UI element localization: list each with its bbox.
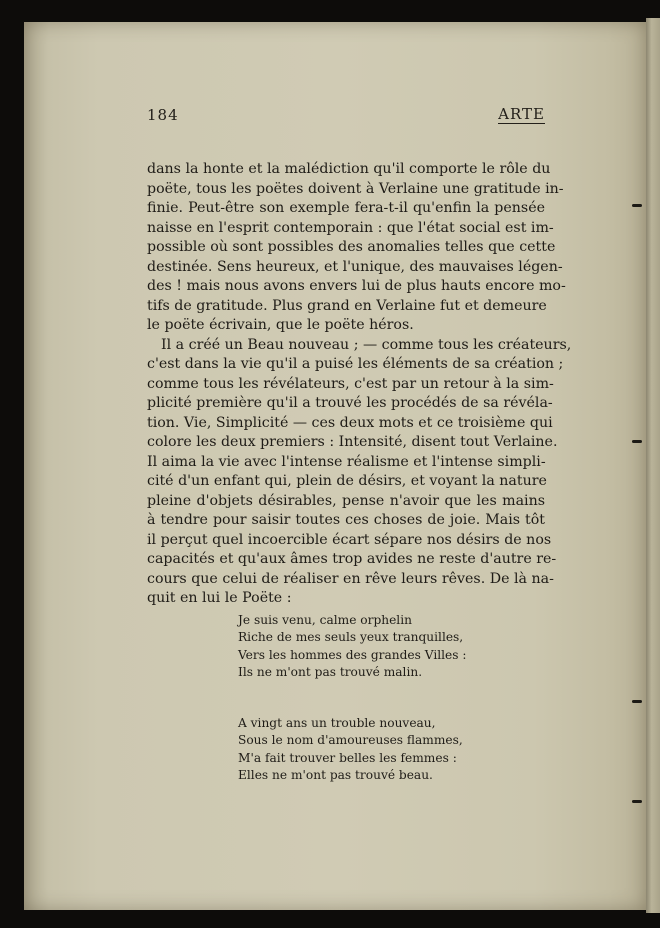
text-line: pleine d'objets désirables, pense n'avoir que les mains <box>147 492 545 509</box>
poem-line: A vingt ans un trouble nouveau, <box>238 716 436 730</box>
poem-line: Riche de mes seuls yeux tranquilles, <box>238 630 464 645</box>
text-line: à tendre pour saisir toutes ces choses de joie. Mais tôt <box>147 512 545 528</box>
poem-line: M'a fait trouver belles les femmes : <box>238 750 457 765</box>
text-line: Il aima la vie avec l'intense réalisme et l'intense simpli- <box>147 453 546 470</box>
margin-mark <box>632 204 642 207</box>
margin-mark <box>632 440 642 443</box>
text-line: cité d'un enfant qui, plein de désirs, et voyant la nature <box>147 473 547 489</box>
text-line: dans la honte et la malédiction qu'il comporte le rôle du <box>147 161 551 177</box>
text-line: c'est dans la vie qu'il a puisé les éléments de sa création ; <box>147 356 564 372</box>
running-head: ARTE <box>498 105 545 123</box>
text-line: plicité première qu'il a trouvé les procédés de sa révéla- <box>147 395 553 411</box>
paragraph-first-line: Il a créé un Beau nouveau ; — comme tous les créateurs, <box>161 336 572 353</box>
adjacent-page-edge <box>646 18 660 913</box>
page-header <box>147 106 545 126</box>
margin-mark <box>632 700 642 703</box>
text-line: finie. Peut-être son exemple fera-t-il qu'enfin la pensée <box>147 200 545 216</box>
text-line: des ! mais nous avons envers lui de plus hauts encore mo- <box>147 278 566 294</box>
text-line: naisse en l'esprit contemporain : que l'état social est im- <box>147 219 554 236</box>
text-line: possible où sont possibles des anomalies telles que cette <box>147 239 556 255</box>
text-line: tifs de gratitude. Plus grand en Verlaine fut et demeure <box>147 297 547 314</box>
poem-stanza-2 <box>238 715 463 785</box>
text-line: colore les deux premiers : Intensité, disent tout Verlaine. <box>147 434 558 450</box>
poem-line: Ils ne m'ont pas trouvé malin. <box>238 665 423 680</box>
margin-mark <box>632 800 642 803</box>
text-line: il perçut quel incoercible écart sépare nos désirs de nos <box>147 531 552 548</box>
text-line: cours que celui de réaliser en rêve leurs rêves. De là na- <box>147 570 554 587</box>
poem-line: Je suis venu, calme orphelin <box>238 613 412 627</box>
poem-line: Vers les hommes des grandes Villes : <box>238 647 467 662</box>
text-line: poëte, tous les poëtes doivent à Verlaine une gratitude in- <box>147 180 564 197</box>
text-line: quit en lui le Poëte : <box>147 590 292 606</box>
text-line: le poëte écrivain, que le poëte héros. <box>147 317 414 333</box>
page-number: 184 <box>147 106 179 124</box>
text-line: comme tous les révélateurs, c'est par un retour à la sim- <box>147 375 554 392</box>
text-line: destinée. Sens heureux, et l'unique, des mauvaises légen- <box>147 258 563 275</box>
poem-line: Sous le nom d'amoureuses flammes, <box>238 733 463 748</box>
poem-stanza-1 <box>238 612 467 682</box>
text-line: tion. Vie, Simplicité — ces deux mots et ce troisième qui <box>147 414 553 431</box>
text-line: capacités et qu'aux âmes trop avides ne reste d'autre re- <box>147 551 557 567</box>
poem-line: Elles ne m'ont pas trouvé beau. <box>238 768 433 783</box>
body-text <box>147 160 572 609</box>
